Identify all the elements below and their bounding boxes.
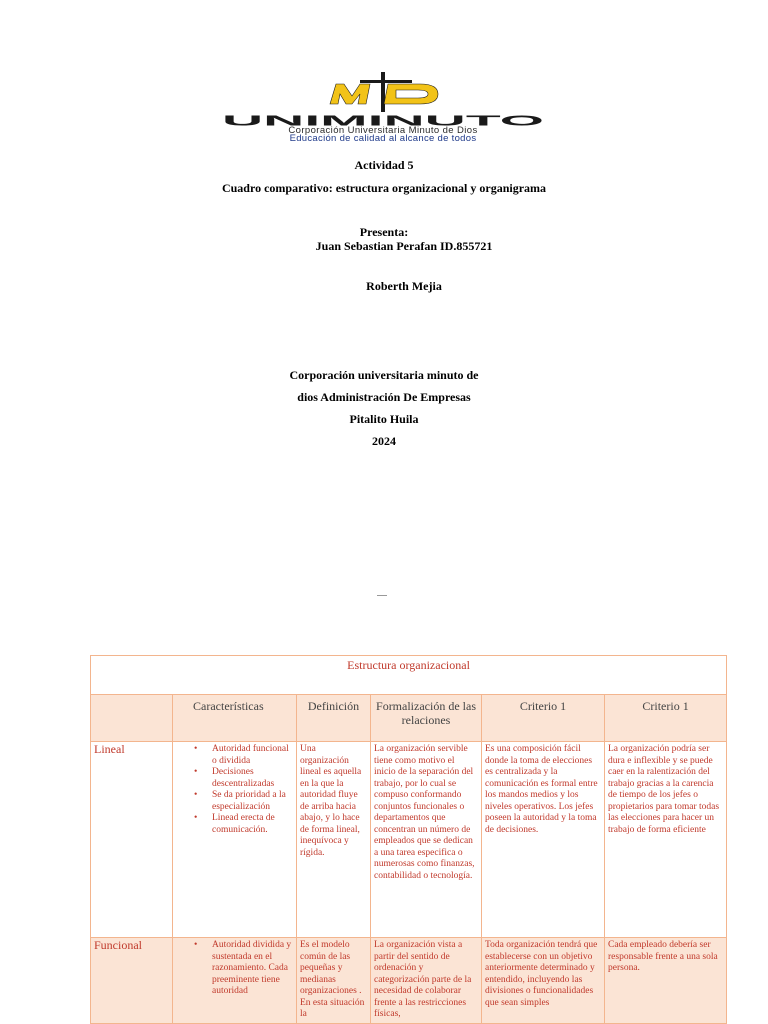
activity-title: Actividad 5 xyxy=(354,158,414,172)
table-title: Estructura organizacional xyxy=(91,656,727,695)
teacher-name: Roberth Mejia xyxy=(366,279,442,293)
city: Pitalito Huila xyxy=(349,412,419,426)
table-row xyxy=(91,938,727,1024)
cell-caracteristicas xyxy=(173,742,297,938)
list-item: • Autoridad dividida y sustentada en el razonamiento. Cada preeminente tiene autoridad xyxy=(212,940,293,998)
header-criterio-b: Criterio 1 xyxy=(605,695,727,742)
institution-line-2: dios Administración De Empresas xyxy=(297,390,471,404)
comparison-table xyxy=(90,655,726,1024)
svg-text:UNIMINUTO: UNIMINUTO xyxy=(222,113,546,127)
table-header-row xyxy=(91,695,727,742)
row-label-lineal: Lineal xyxy=(91,742,173,938)
list-item: • Decisiones descentralizadas xyxy=(212,767,293,790)
cell-definicion: Es el modelo común de las pequeñas y medianas organizaciones . En esta situación la xyxy=(297,938,371,1024)
md-emblem-icon xyxy=(220,70,546,114)
header-empty xyxy=(91,695,173,742)
logo-tagline-1: Corporación Universitaria Minuto de Dios xyxy=(288,125,478,136)
table-row xyxy=(91,742,727,938)
student-name: Juan Sebastian Perafan ID.855721 xyxy=(315,239,493,253)
cell-definicion: Una organización lineal es aquella en la que la autoridad fluye de arriba hacia abajo, y lo hace de forma lineal, inequívoca y rígida. xyxy=(297,742,371,938)
activity-subject: Cuadro comparativo: estructura organizacional y organigrama xyxy=(221,181,547,195)
logo-tagline-2: Educación de calidad al alcance de todos xyxy=(289,133,477,144)
header-definicion: Definición xyxy=(297,695,371,742)
cell-criterio-a: Es una composición fácil donde la toma de elecciones es centralizada y la comunicación es formal entre los mandos medios y los niveles operativos. Los jefes poseen la autoridad y la toma de decisiones. xyxy=(482,742,605,938)
year: 2024 xyxy=(372,434,396,448)
cell-formalizacion: La organización servible tiene como motivo el inicio de la separación del trabajo, por lo cual se compuso conformando conjuntos funcionales o departamentos que concentran un número de empleados que se dedican a una tarea especifica o numerosas como finanzas, contabilidad o tecnología. xyxy=(371,742,482,938)
page-separator xyxy=(377,595,387,596)
list-item: • Autoridad funcional o dividida xyxy=(212,744,293,767)
cell-criterio-b: La organización podría ser dura e inflexible y se puede caer en la ralentización del trabajo gracias a la carencia de tiempo de los jefes o propietarios para tomar todas las elecciones para hacer un trabajo de forma eficiente xyxy=(605,742,727,938)
header-caracteristicas: Características xyxy=(173,695,297,742)
cell-criterio-a: Toda organización tendrá que establecerse con un objetivo anteriormente determinado y entendido, incluyendo las divisiones o funcionalidades que sean simples xyxy=(482,938,605,1024)
cell-formalizacion: La organización vista a partir del sentido de ordenación y categorización parte de la necesidad de colaborar frente a las restricciones físicas, xyxy=(371,938,482,1024)
row-label-funcional: Funcional xyxy=(91,938,173,1024)
cell-caracteristicas xyxy=(173,938,297,1024)
header-criterio-a: Criterio 1 xyxy=(482,695,605,742)
uniminuto-logo xyxy=(220,70,546,142)
presented-label: Presenta: xyxy=(359,225,409,239)
header-formalizacion: Formalización de las relaciones xyxy=(371,695,482,742)
list-item: • Linead erecta de comunicación. xyxy=(212,813,293,836)
list-item: • Se da prioridad a la especialización xyxy=(212,790,293,813)
institution-line-1: Corporación universitaria minuto de xyxy=(289,368,479,382)
cell-criterio-b: Cada empleado debería ser responsable frente a una sola persona. xyxy=(605,938,727,1024)
